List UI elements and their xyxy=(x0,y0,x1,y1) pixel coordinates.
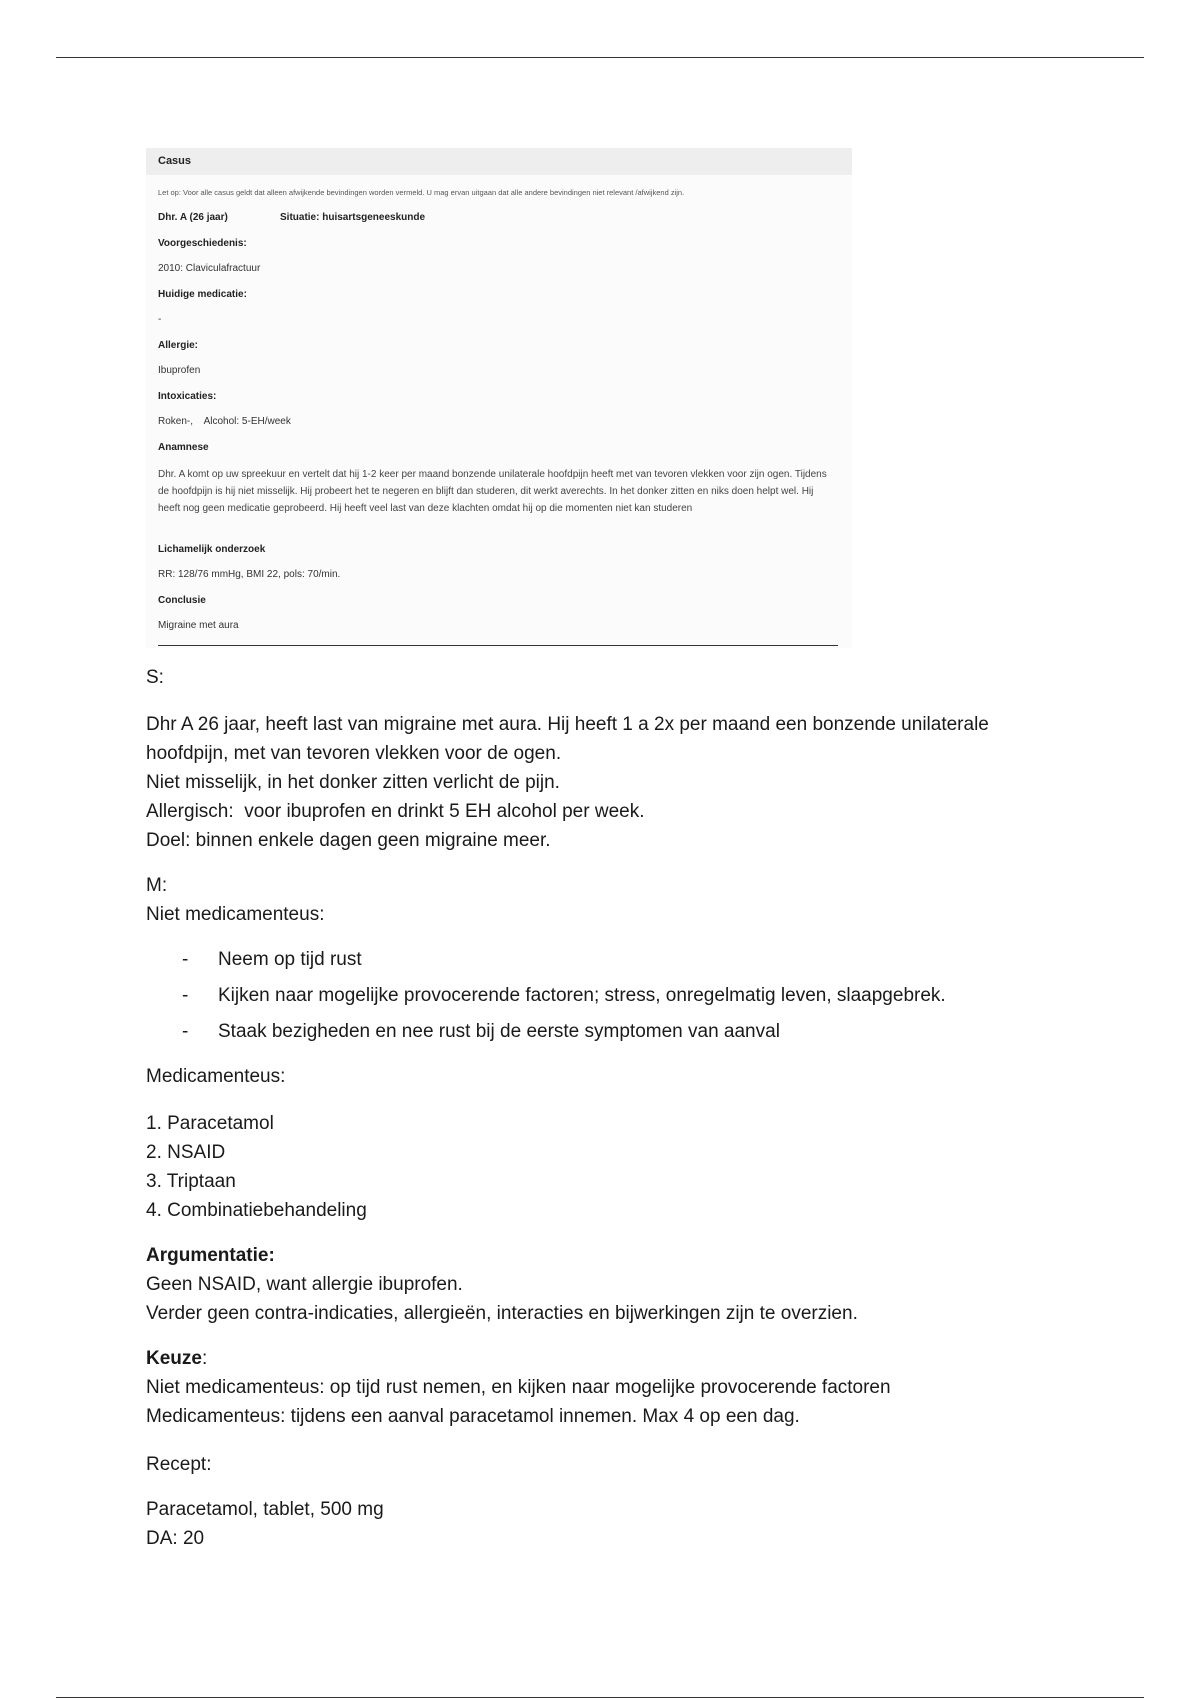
argumentatie-section xyxy=(146,1241,858,1328)
casus-situation: Situatie: huisartsgeneeskunde xyxy=(280,212,426,223)
bullet-dash: - xyxy=(182,1021,189,1042)
non-med-label: Niet medicamenteus: xyxy=(146,904,325,925)
list-item-text: Neem op tijd rust xyxy=(218,949,362,970)
keuze-section xyxy=(146,1344,891,1431)
s-section xyxy=(146,710,989,855)
argumentatie-label: Argumentatie: xyxy=(146,1245,275,1266)
casus-panel xyxy=(146,148,852,648)
keuze-line: Medicamenteus: tijdens een aanval paracetamol innemen. Max 4 op een dag. xyxy=(146,1406,800,1427)
casus-label-allergie: Allergie: xyxy=(158,340,199,351)
list-item-text: Staak bezigheden en nee rust bij de eerste symptomen van aanval xyxy=(218,1021,780,1042)
casus-label-voorgeschiedenis: Voorgeschiedenis: xyxy=(158,238,247,249)
recept-label: Recept: xyxy=(146,1454,212,1475)
casus-anamnese-text: Dhr. A komt op uw spreekuur en vertelt dat hij 1-2 keer per maand bonzende unilaterale hoofdpijn heeft met van tevoren vlekken voor zijn ogen. Tijdens de hoofdpijn is hij niet misselijk. Hij probeert het te negeren en blijft dan studeren, dit werkt averechts. In het donker zitten en niks doen helpt wel. Hij heeft nog geen medicatie geprobeerd. Hij heeft veel last van deze klachten omdat hij op die momenten niet kan studeren xyxy=(158,469,827,514)
casus-label-onderzoek: Lichamelijk onderzoek xyxy=(158,544,266,555)
med-label: Medicamenteus: xyxy=(146,1066,286,1087)
s-line: Dhr A 26 jaar, heeft last van migraine met aura. Hij heeft 1 a 2x per maand een bonzende unilaterale xyxy=(146,714,989,735)
casus-divider xyxy=(158,645,838,646)
keuze-colon: : xyxy=(201,1348,208,1369)
list-item: 3. Triptaan xyxy=(146,1171,236,1192)
argumentatie-line: Geen NSAID, want allergie ibuprofen. xyxy=(146,1274,463,1295)
bullet-dash: - xyxy=(182,949,189,970)
casus-header: Casus xyxy=(146,148,852,175)
recept-section xyxy=(146,1495,384,1553)
casus-label-anamnese: Anamnese xyxy=(158,442,209,453)
med-list xyxy=(146,1109,367,1225)
casus-label-intoxicaties: Intoxicaties: xyxy=(158,391,217,402)
s-line: Allergisch: voor ibuprofen en drinkt 5 EH alcohol per week. xyxy=(146,801,645,822)
casus-note: Let op: Voor alle casus geldt dat alleen afwijkende bevindingen worden vermeld. U mag ervan uitgaan dat alle andere bevindingen niet relevant /afwijkend zijn. xyxy=(158,188,685,197)
s-label: S: xyxy=(146,667,164,688)
casus-value-voorgeschiedenis: 2010: Claviculafractuur xyxy=(158,263,261,274)
s-line: Niet misselijk, in het donker zitten verlicht de pijn. xyxy=(146,772,560,793)
casus-value-medicatie: - xyxy=(158,314,162,325)
m-label: M: xyxy=(146,875,168,896)
casus-value-intoxicaties: Roken-, Alcohol: 5-EH/week xyxy=(158,416,291,427)
bullet-dash: - xyxy=(182,985,189,1006)
list-item: 4. Combinatiebehandeling xyxy=(146,1200,367,1221)
list-item: 1. Paracetamol xyxy=(146,1113,274,1134)
casus-label-conclusie: Conclusie xyxy=(158,595,206,606)
recept-line: DA: 20 xyxy=(146,1528,205,1549)
casus-label-medicatie: Huidige medicatie: xyxy=(158,289,247,300)
s-line: hoofdpijn, met van tevoren vlekken voor de ogen. xyxy=(146,743,562,764)
keuze-line: Niet medicamenteus: op tijd rust nemen, en kijken naar mogelijke provocerende factoren xyxy=(146,1377,891,1398)
casus-patient: Dhr. A (26 jaar) xyxy=(158,212,228,223)
list-item: 2. NSAID xyxy=(146,1142,226,1163)
casus-value-conclusie: Migraine met aura xyxy=(158,620,239,631)
casus-value-onderzoek: RR: 128/76 mmHg, BMI 22, pols: 70/min. xyxy=(158,569,341,580)
casus-value-allergie: Ibuprofen xyxy=(158,365,201,376)
bottom-rule xyxy=(56,1697,1144,1698)
s-line: Doel: binnen enkele dagen geen migraine meer. xyxy=(146,830,551,851)
keuze-label: Keuze xyxy=(146,1348,202,1369)
top-rule xyxy=(56,57,1144,58)
recept-line: Paracetamol, tablet, 500 mg xyxy=(146,1499,384,1520)
argumentatie-line: Verder geen contra-indicaties, allergieën, interacties en bijwerkingen zijn te overzien. xyxy=(146,1303,858,1324)
list-item-text: Kijken naar mogelijke provocerende factoren; stress, onregelmatig leven, slaapgebrek. xyxy=(218,985,946,1006)
